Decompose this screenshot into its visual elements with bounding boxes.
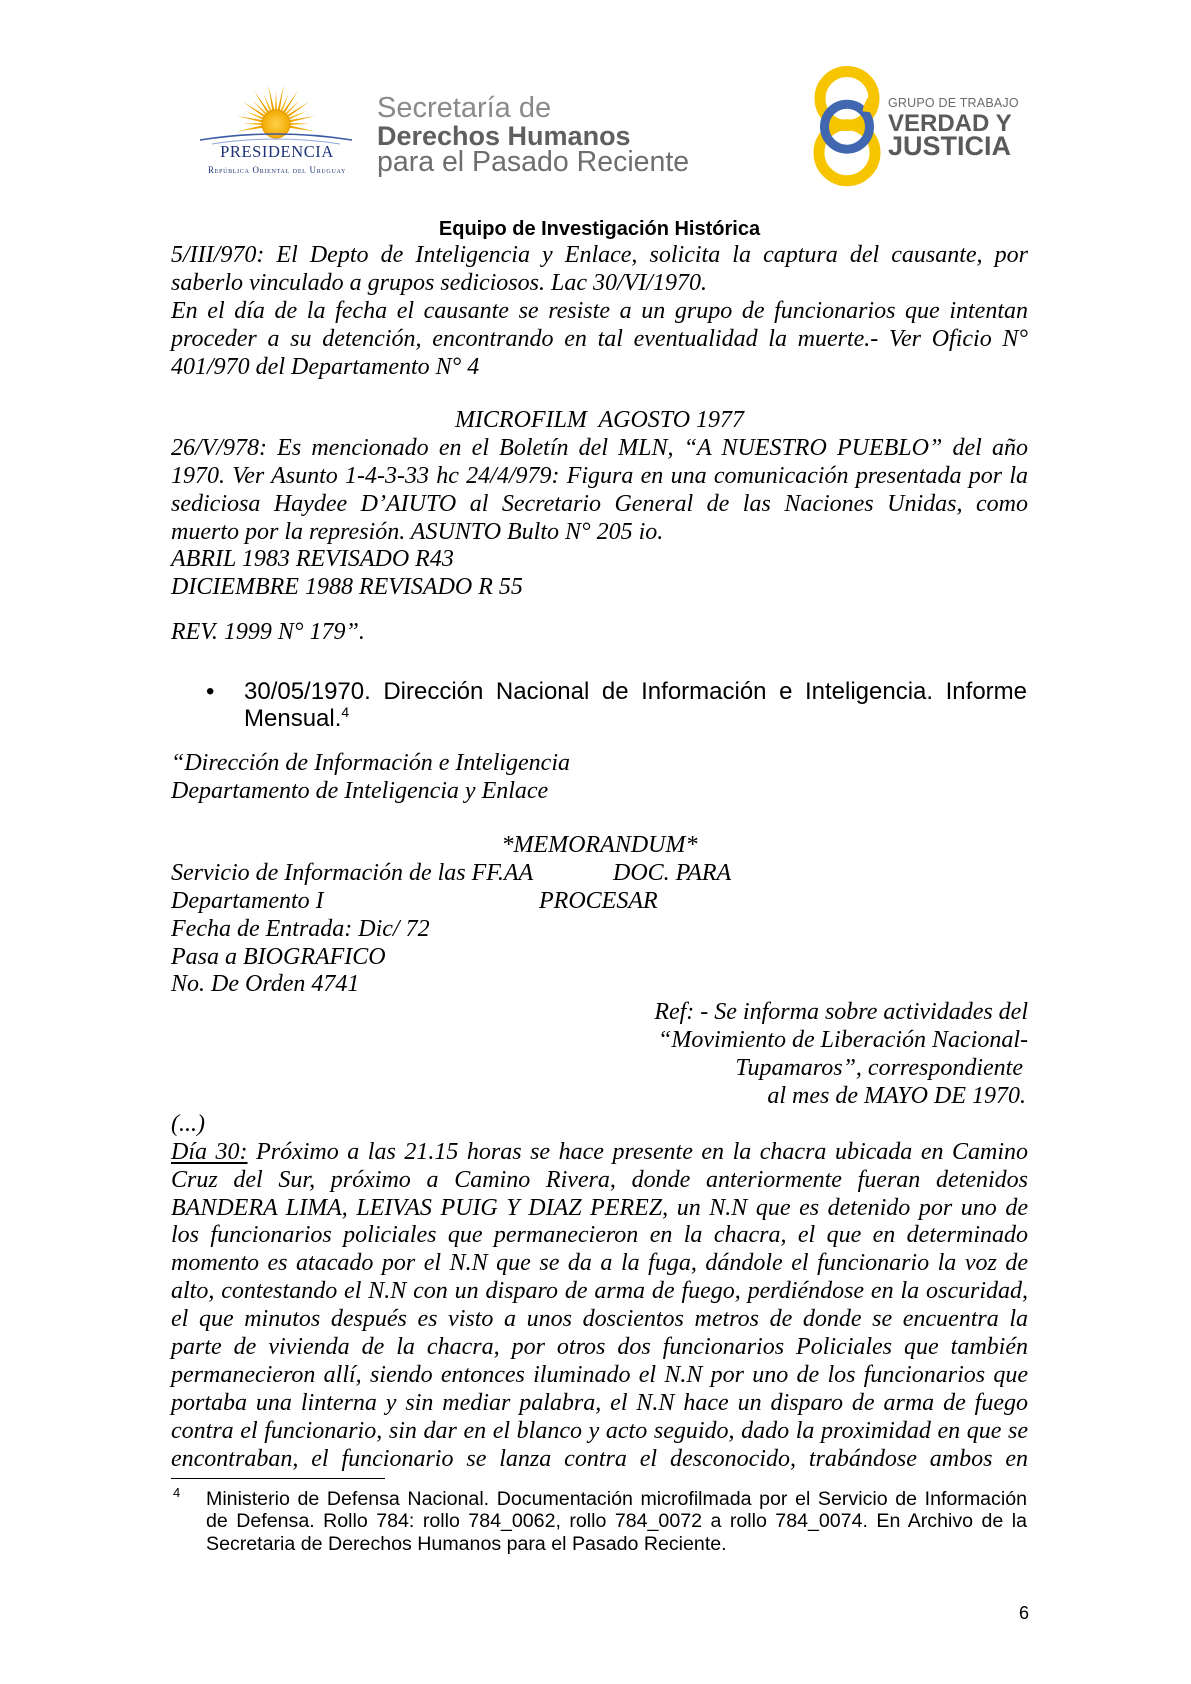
footnote-line: Ministerio de Defensa Nacional. Documentación microfilmada por el Servicio de Información <box>206 1487 1027 1510</box>
secretaria-line-3: para el Pasado Reciente <box>377 146 690 178</box>
team-title: Equipo de Investigación Histórica <box>438 217 761 240</box>
text-line: encontraban, el funcionario se lanza contra el desconocido, trabándose ambos en <box>171 1445 1028 1472</box>
text-line: proceder a su detención, encontrando en tal eventualidad la muerte.- Ver Oficio N° <box>171 325 1028 352</box>
bullet-icon: • <box>206 677 215 705</box>
sun-ray <box>289 123 309 125</box>
memorandum-ref-line: Tupamaros”, correspondiente <box>735 1055 1023 1082</box>
memorandum-row-left: Servicio de Información de las FF.AA <box>171 859 534 886</box>
memorandum-row <box>171 860 1028 888</box>
presidencia-wordmark: PRESIDENCIA <box>220 142 334 161</box>
memorandum-ref-line: al mes de MAYO DE 1970. <box>767 1083 1026 1110</box>
text-line: 5/III/970: El Depto de Inteligencia y Enlace, solicita la captura del causante, por <box>171 242 1028 268</box>
ring-overlap <box>868 99 874 113</box>
ellipsis: (...) <box>171 1110 205 1137</box>
text-line: los funcionarios policiales que permanecieron en la chacra, el que en determinado <box>171 1222 1028 1249</box>
text-line: Cruz del Sur, próximo a Camino Rivera, donde anteriormente fueran detenidos <box>171 1166 1028 1193</box>
text-line: contra el funcionario, sin dar en el blanco y acto seguido, dado la proximidad en que se <box>171 1417 1028 1444</box>
footnote-line: Secretaria de Derechos Humanos para el Pasado Reciente. <box>206 1533 727 1555</box>
bullet-line <box>244 705 1027 732</box>
text-line: BANDERA LIMA, LEIVAS PUIG Y DIAZ PEREZ, un N.N que es detenido por uno de <box>171 1194 1028 1221</box>
text-line: ABRIL 1983 REVISADO R43 <box>171 546 454 573</box>
text-line: portaba una linterna y sin mediar palabra, el N.N hace un disparo de arma de fuego <box>171 1389 1028 1416</box>
grupo-line-3: JUSTICIA <box>888 131 1012 161</box>
paragraph-block-a <box>171 242 1028 381</box>
text-line <box>171 1139 1028 1167</box>
footnote-text <box>206 1488 1027 1556</box>
text-line: sediciosa Haydee D’AIUTO al Secretario General de las Naciones Unidas, como <box>171 490 1028 517</box>
text-line: DICIEMBRE 1988 REVISADO R 55 <box>171 574 523 601</box>
secretaria-line-1: Secretaría de <box>377 92 552 124</box>
memorandum-row-left: Departamento I <box>171 887 324 914</box>
text-line: saberlo vinculado a grupos sediciosos. Lac 30/VI/1970. <box>171 269 707 296</box>
sun-ray <box>288 125 315 131</box>
memorandum-row-right: PROCESAR <box>539 887 658 914</box>
memorandum-field: Pasa a BIOGRAFICO <box>171 943 386 970</box>
memorandum-ref-line: Ref: - Se informa sobre actividades del <box>654 999 1028 1026</box>
text-line: En el día de la fecha el causante se resiste a un grupo de funcionarios que intentan <box>171 297 1028 324</box>
memorandum-title: *MEMORANDUM* <box>501 832 698 858</box>
sun-emblem-icon <box>192 78 362 150</box>
text-line: Departamento de Inteligencia y Enlace <box>171 777 549 804</box>
text-line: 26/V/978: Es mencionado en el Boletín del MLN, “A NUESTRO PUEBLO” del año <box>171 434 1028 461</box>
interlocked-rings-icon <box>808 58 888 190</box>
memorandum-ref-line: “Movimiento de Liberación Nacional- <box>658 1027 1028 1054</box>
microfilm-section <box>171 407 1028 602</box>
day-label: Día 30: <box>171 1138 248 1165</box>
memorandum-row <box>171 888 1028 916</box>
sun-ray <box>237 125 264 131</box>
memorandum-field: Fecha de Entrada: Dic/ 72 <box>171 915 430 942</box>
footnote-number: 4 <box>173 1485 181 1500</box>
secretaria-line-2: Derechos Humanos <box>377 121 631 151</box>
text-line: 1970. Ver Asunto 1-4-3-33 hc 24/4/979: Figura en una comunicación presentada por la <box>171 462 1028 489</box>
text-line: alto, contestando el N.N con un disparo de arma de fuego, perdiéndose en la oscuridad, <box>171 1278 1028 1305</box>
footnote-reference: 4 <box>341 703 350 720</box>
grupo-line-2: VERDAD Y <box>888 110 1012 137</box>
rev-line: REV. 1999 N° 179”. <box>171 619 365 645</box>
text-line: el que minutos después es visto a unos doscientos metros de donde se encuentra la <box>171 1306 1028 1333</box>
microfilm-heading: MICROFILM AGOSTO 1977 <box>454 407 745 433</box>
memorandum <box>171 832 1028 1473</box>
text-line-content: Próximo a las 21.15 horas se hace presente en la chacra ubicada en Camino <box>256 1138 1029 1165</box>
text-line: parte de vivienda de la chacra, por otros dos funcionarios Policiales que también <box>171 1334 1028 1361</box>
bullet-line: 30/05/1970. Dirección Nacional de Información e Inteligencia. Informe <box>244 677 1027 705</box>
text-line: “Dirección de Información e Inteligencia <box>171 750 570 776</box>
memorandum-row-right: DOC. PARA <box>613 859 732 886</box>
bullet-item <box>244 678 1027 732</box>
presidencia-subtitle: República Oriental del Uruguay <box>207 165 347 175</box>
footnote-separator <box>171 1478 385 1479</box>
rev-block <box>171 619 1028 647</box>
sun-ray <box>243 123 263 125</box>
page-number: 6 <box>1018 1603 1029 1623</box>
memorandum-field: No. De Orden 4741 <box>171 971 360 998</box>
text-line: momento es atacado por el N.N que se da a la fuga, dándole el funcionario la voz de <box>171 1250 1028 1277</box>
text-line: 401/970 del Departamento N° 4 <box>171 353 480 380</box>
sun-ray <box>275 91 277 111</box>
text-line: muerto por la represión. ASUNTO Bulto N° 205 io. <box>171 518 664 545</box>
bullet-line-text: Mensual. <box>244 704 342 732</box>
quote-header <box>171 750 1028 806</box>
footnote-line: de Defensa. Rollo 784: rollo 784_0062, rollo 784_0072 a rollo 784_0074. En Archivo de la <box>206 1510 1027 1533</box>
text-line: permanecieron allí, siendo entonces iluminado el N.N por uno de los funcionarios que <box>171 1361 1028 1388</box>
grupo-line-1: GRUPO DE TRABAJO <box>888 96 1019 110</box>
